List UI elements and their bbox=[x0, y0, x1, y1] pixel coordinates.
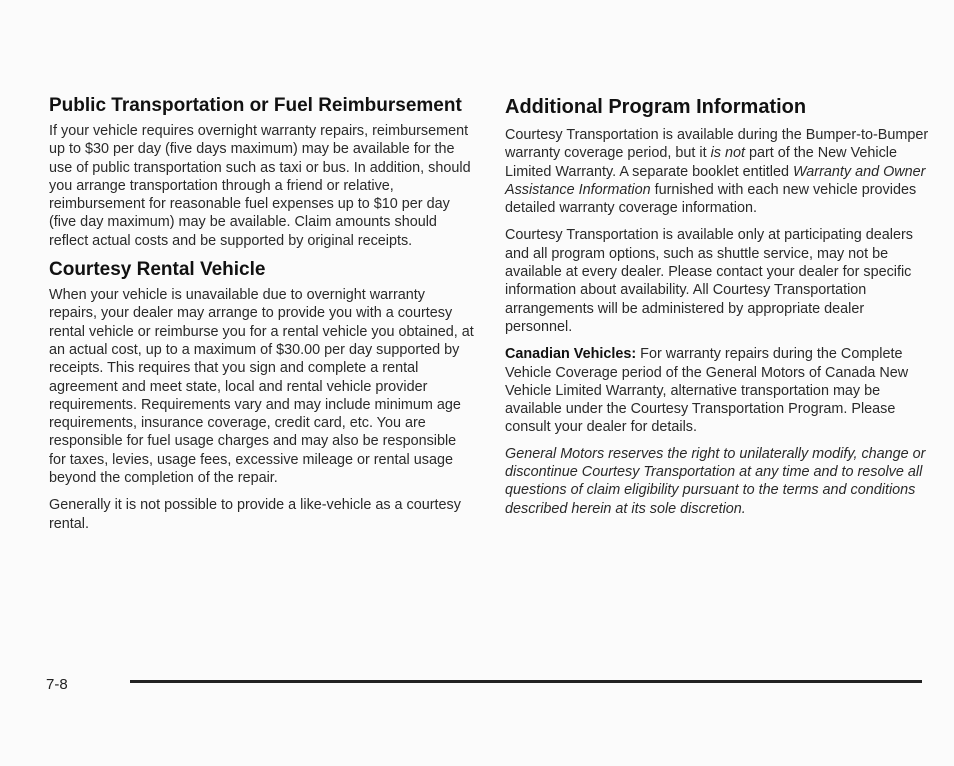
canadian-vehicles-label: Canadian Vehicles: bbox=[505, 346, 637, 363]
gm-reserves-rights-paragraph: General Motors reserves the right to unilaterally modify, change or discontinue Courtesy Transportation at any time and to resolve all questions of claim eligibility pursuant to the terms and conditions described herein at its sole discretion. bbox=[505, 445, 926, 517]
left-column bbox=[49, 95, 474, 542]
availability-text-c: furnished with each new vehicle provides detailed warranty coverage information. bbox=[505, 181, 917, 217]
participating-dealers-paragraph: Courtesy Transportation is available only at participating dealers and all program options, such as shuttle service, may not be available at every dealer. Please contact your dealer for specific information about availability. All Courtesy Transportation arrangements will be administered by appropriate dealer personnel. bbox=[505, 227, 913, 335]
canadian-vehicles-text: For warranty repairs during the Complete Vehicle Coverage period of the General Motors of Canada New Vehicle Limited Warranty, alternative transportation may be available under the Courtesy Transportation Program. Please consult your dealer for details. bbox=[505, 346, 909, 436]
courtesy-rental-paragraph: When your vehicle is unavailable due to overnight warranty repairs, your dealer may arrange to provide you with a courtesy rental vehicle or reimburse you for a rental vehicle you obtained, at an actual cost, up to a maximum of $30.00 per day supported by receipts. This requires that you sign and complete a rental agreement and meet state, local and rental vehicle provider requirements. Requirements vary and may include minimum age requirements, insurance coverage, credit card, etc. You are responsible for fuel usage charges and may also be responsible for taxes, levies, usage fees, excessive mileage or rental usage beyond the completion of the repair. bbox=[49, 287, 474, 487]
section-heading-courtesy-rental: Courtesy Rental Vehicle bbox=[49, 259, 266, 281]
like-vehicle-paragraph: Generally it is not possible to provide a like-vehicle as a courtesy rental. bbox=[49, 497, 461, 532]
footer-divider bbox=[130, 680, 922, 683]
right-column bbox=[505, 95, 930, 527]
availability-paragraph bbox=[505, 126, 930, 217]
availability-emphasis-is-not: is not bbox=[710, 145, 745, 162]
canadian-vehicles-paragraph bbox=[505, 345, 930, 436]
public-transportation-paragraph: If your vehicle requires overnight warranty repairs, reimbursement up to $30 per day (five days maximum) may be available for the use of public transportation such as taxi or bus. In addition, should you arrange transportation through a friend or relative, reimbursement for reasonable fuel expenses up to $10 per day (five day maximum) may be available. Claim amounts should reflect actual costs and be supported by original receipts. bbox=[49, 123, 471, 249]
availability-text-a: Courtesy Transportation is available during the Bumper-to-Bumper warranty coverage period, but it bbox=[505, 127, 929, 162]
booklet-title: Warranty and Owner Assistance Information bbox=[505, 163, 926, 198]
availability-text-b: part of the New Vehicle Limited Warranty. A separate booklet entitled bbox=[505, 145, 897, 180]
page-number: 7-8 bbox=[46, 676, 68, 693]
section-heading-public-transportation: Public Transportation or Fuel Reimbursement bbox=[49, 95, 462, 116]
section-heading-additional-info: Additional Program Information bbox=[505, 96, 807, 118]
